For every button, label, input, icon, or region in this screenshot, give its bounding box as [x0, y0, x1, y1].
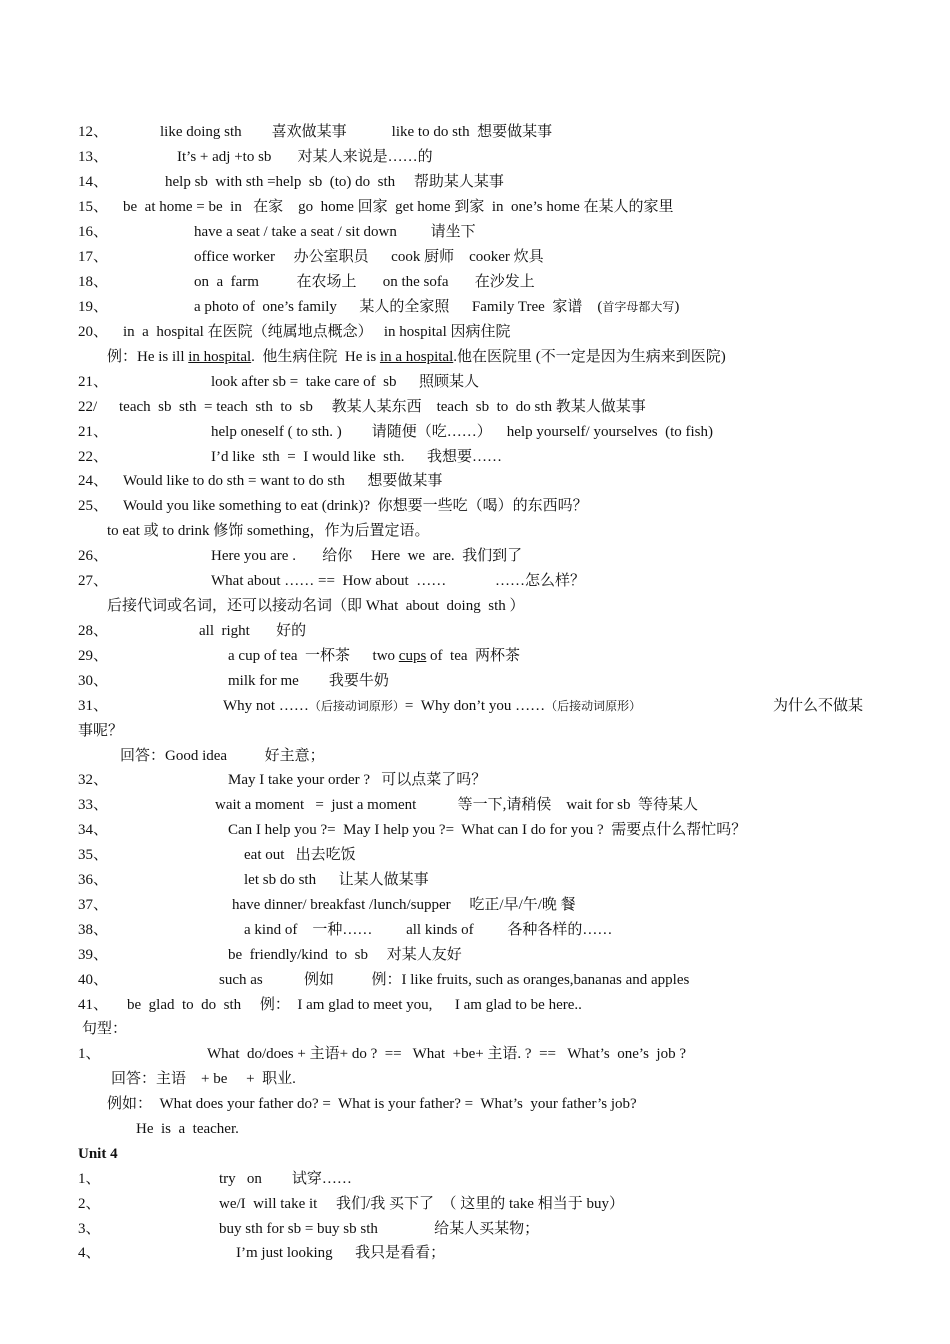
- entry-text: office worker 办公室职员 cook 厨师 cooker 炊具: [194, 249, 544, 265]
- entry-text: It’s + adj +to sb 对某人来说是……的: [177, 149, 433, 165]
- entry-number: 24、: [78, 473, 109, 489]
- entry-text: help oneself ( to sth. ) 请随便（吃……） help yourself/ yourselves (to fish): [211, 424, 714, 440]
- sentence-1: [78, 1042, 910, 1067]
- entry-text: let sb do sth 让某人做某事: [244, 872, 429, 888]
- entry-20-example: [78, 345, 910, 370]
- entry-27: [78, 569, 910, 594]
- entry-number: 12、: [78, 124, 109, 140]
- entry-number: 34、: [78, 822, 109, 838]
- entry-number: 26、: [78, 548, 109, 564]
- entry-number: 37、: [78, 897, 109, 913]
- entry-text: teach sb sth = teach sth to sb 教某人某东西 teach sb to do sth 教某人做某事: [119, 399, 646, 415]
- entry-22-teach: [78, 395, 910, 420]
- entry-15: [78, 195, 910, 220]
- entry-number: 27、: [78, 573, 109, 589]
- entry-underlined: cups: [398, 648, 427, 664]
- entry-19: [78, 295, 910, 320]
- entry-note: 首字母都大写: [602, 300, 675, 314]
- entry-24: [78, 469, 910, 494]
- entry-text: look after sb = take care of sb 照顾某人: [211, 374, 479, 390]
- entry-22: [78, 445, 910, 470]
- entry-number: 2、: [78, 1196, 101, 1212]
- entry-20: [78, 320, 910, 345]
- entry-part: = Why don’t you ……: [404, 698, 546, 714]
- entry-number: 1、: [78, 1171, 101, 1187]
- entry-18: [78, 270, 910, 295]
- entry-38: [78, 918, 910, 943]
- entry-number: 22、: [78, 449, 109, 465]
- entry-34: [78, 818, 910, 843]
- entry-number: 13、: [78, 149, 109, 165]
- answer-text: 回答：Good idea 好主意；: [120, 748, 325, 764]
- entry-text: [223, 694, 641, 719]
- example-part: .他在医院里 (不一定是因为生病来到医院): [453, 349, 726, 365]
- entry-number: 38、: [78, 922, 109, 938]
- entry-text: [228, 644, 520, 669]
- entry-32: [78, 768, 910, 793]
- entry-36: [78, 868, 910, 893]
- unit4-entry-3: [78, 1217, 910, 1242]
- entry-text: Would like to do sth = want to do sth 想要做某事: [123, 473, 443, 489]
- entry-number: 19、: [78, 299, 109, 315]
- entry-number: 1、: [78, 1046, 101, 1062]
- entry-number: 4、: [78, 1245, 101, 1261]
- entry-14: [78, 170, 910, 195]
- answer-text: 回答：主语 + be + 职业.: [111, 1071, 296, 1087]
- entry-39: [78, 943, 910, 968]
- entry-text: try on 试穿……: [219, 1171, 352, 1187]
- example-part: 例：He is ill: [107, 349, 189, 365]
- entry-13: [78, 145, 910, 170]
- entry-text: Can I help you ?= May I help you ?= What can I do for you ? 需要点什么帮忙吗？: [228, 822, 747, 838]
- entry-21-help: [78, 420, 910, 445]
- entry-number: 15、: [78, 199, 109, 215]
- entry-text: Here you are . 给你 Here we are. 我们到了: [211, 548, 523, 564]
- entry-17: [78, 245, 910, 270]
- entry-30: [78, 669, 910, 694]
- entry-text: be at home = be in 在家 go home 回家 get home 到家 in one’s home 在某人的家里: [123, 199, 674, 215]
- note-text: 后接代词或名词，还可以接动名词（即 What about doing sth ）: [107, 598, 525, 614]
- entry-37: [78, 893, 910, 918]
- unit4-entry-1: [78, 1167, 910, 1192]
- entry-25: [78, 494, 910, 519]
- entry-number: 31、: [78, 698, 109, 714]
- entry-number: 25、: [78, 498, 109, 514]
- entry-text: I’m just looking 我只是看看；: [236, 1245, 446, 1261]
- entry-text: What do/does + 主语+ do ? == What +be+ 主语. ? == What’s one’s job ?: [207, 1046, 686, 1062]
- heading-text: Unit 4: [78, 1146, 118, 1162]
- entry-29: [78, 644, 910, 669]
- entry-text: be friendly/kind to sb 对某人友好: [228, 947, 462, 963]
- entry-number: 3、: [78, 1221, 101, 1237]
- entry-number: 28、: [78, 623, 109, 639]
- entry-text: have dinner/ breakfast /lunch/supper 吃正/早/午/晚 餐: [232, 897, 576, 913]
- entry-21: [78, 370, 910, 395]
- entry-number: 29、: [78, 648, 109, 664]
- entry-number: 20、: [78, 324, 109, 340]
- sentence-pattern-heading: [78, 1017, 910, 1042]
- entry-number: 32、: [78, 772, 109, 788]
- unit-4-heading: [78, 1142, 910, 1167]
- entry-25-note: [78, 519, 910, 544]
- entry-text: we/I will take it 我们/我 买下了 （ 这里的 take 相当于 buy）: [219, 1196, 624, 1212]
- entry-number: 22/: [78, 399, 98, 415]
- entry-number: 35、: [78, 847, 109, 863]
- entry-28: [78, 619, 910, 644]
- sentence-1-example-answer: [78, 1117, 910, 1142]
- entry-27-note: [78, 594, 910, 619]
- sentence-1-example: [78, 1092, 910, 1117]
- entry-number: 36、: [78, 872, 109, 888]
- entry-number: 17、: [78, 249, 109, 265]
- unit4-entry-2: [78, 1192, 910, 1217]
- entry-number: 41、: [78, 997, 109, 1013]
- note-text: to eat 或 to drink 修饰 something，作为后置定语。: [107, 523, 430, 539]
- entry-note: （后接动词原形）: [308, 699, 405, 713]
- entry-main: a photo of one’s family 某人的全家照 Family Tree 家谱 (: [194, 299, 603, 315]
- entry-text: be glad to do sth 例： I am glad to meet you, I am glad to be here..: [127, 997, 582, 1013]
- entry-note: （后接动词原形）: [545, 699, 642, 713]
- unit4-entry-4: [78, 1241, 910, 1266]
- entry-12: [78, 120, 910, 145]
- sentence-1-answer: [78, 1067, 910, 1092]
- entry-number: 40、: [78, 972, 109, 988]
- entry-text: eat out 出去吃饭: [244, 847, 356, 863]
- example-part: . 他生病住院 He is: [251, 349, 380, 365]
- entry-33: [78, 793, 910, 818]
- entry-text: such as 例如 例：I like fruits, such as oranges,bananas and apples: [219, 972, 690, 988]
- entry-text: milk for me 我要牛奶: [228, 673, 389, 689]
- example-text: 例如： What does your father do? = What is your father? = What’s your father’s job?: [107, 1096, 637, 1112]
- entry-number: 16、: [78, 224, 109, 240]
- entry-16: [78, 220, 910, 245]
- entry-text: May I take your order ? 可以点菜了吗？: [228, 772, 487, 788]
- entry-41: [78, 993, 910, 1018]
- entry-number: 30、: [78, 673, 109, 689]
- continued-text: 事呢？: [78, 723, 124, 739]
- entry-part: of tea 两杯茶: [426, 648, 521, 664]
- example-text: [107, 345, 726, 370]
- entry-number: 33、: [78, 797, 109, 813]
- entry-text: buy sth for sb = buy sb sth 给某人买某物；: [219, 1221, 540, 1237]
- entry-40: [78, 968, 910, 993]
- entry-text: all right 好的: [199, 623, 307, 639]
- entry-text: like doing sth 喜欢做某事 like to do sth 想要做某事: [160, 124, 553, 140]
- entry-text: a kind of 一种…… all kinds of 各种各样的……: [244, 922, 613, 938]
- entry-text: help sb with sth =help sb (to) do sth 帮助某人某事: [165, 174, 504, 190]
- entry-text: Would you like something to eat (drink)? 你想要一些吃（喝）的东西吗？: [123, 498, 588, 514]
- entry-number: 21、: [78, 374, 109, 390]
- entry-text: What about …… == How about …… ……怎么样？: [211, 573, 585, 589]
- entry-35: [78, 843, 910, 868]
- entry-number: 18、: [78, 274, 109, 290]
- entry-number: 21、: [78, 424, 109, 440]
- example-text: He is a teacher.: [136, 1121, 239, 1137]
- entry-31-continued: [78, 719, 910, 744]
- example-underlined: in a hospital: [379, 349, 454, 365]
- entry-text: I’d like sth = I would like sth. 我想要……: [211, 449, 502, 465]
- entry-text: in a hospital 在医院（纯属地点概念） in hospital 因病住院: [123, 324, 511, 340]
- heading-text: 句型：: [82, 1021, 128, 1037]
- entry-part: Why not ……: [223, 698, 309, 714]
- entry-text: [194, 295, 679, 320]
- entry-text-end: 为什么不做某: [773, 698, 864, 714]
- entry-31: [78, 694, 910, 719]
- entry-number: 14、: [78, 174, 109, 190]
- entry-text: on a farm 在农场上 on the sofa 在沙发上: [194, 274, 535, 290]
- entry-number: 39、: [78, 947, 109, 963]
- entry-31-answer: [78, 744, 910, 769]
- entry-part: a cup of tea 一杯茶 two: [228, 648, 399, 664]
- example-underlined: in hospital: [188, 349, 252, 365]
- entry-tail: ): [674, 299, 680, 315]
- entry-text: wait a moment = just a moment 等一下,请稍侯 wait for sb 等待某人: [215, 797, 698, 813]
- entry-26: [78, 544, 910, 569]
- entry-text: have a seat / take a seat / sit down 请坐下: [194, 224, 476, 240]
